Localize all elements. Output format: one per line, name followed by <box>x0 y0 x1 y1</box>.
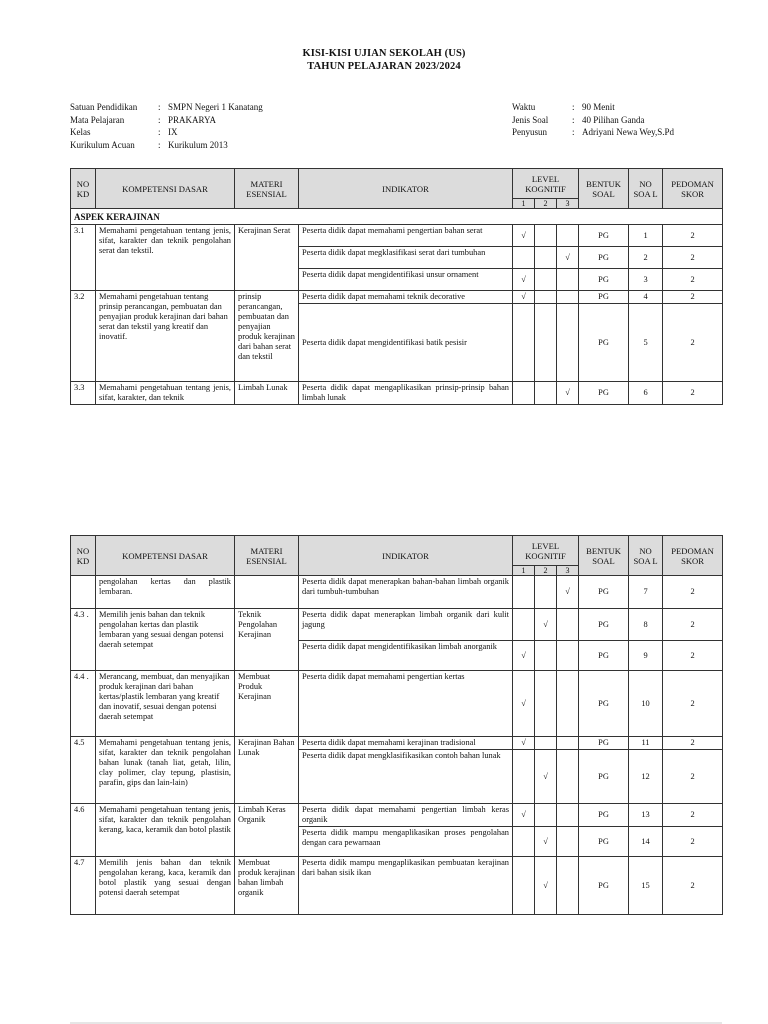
document-title: KISI-KISI UJIAN SEKOLAH (US) <box>302 48 466 59</box>
indikator: Peserta didik dapat mengaplikasikan prinsip-prinsip bahan limbah lunak <box>299 382 513 405</box>
kd-text: Memilih jenis bahan dan teknik pengolahan kerang, kaca, keramik dan botol plastik yang sesuai dengan potensi daerah setempat <box>96 857 235 915</box>
header-no-kd: NO KD <box>71 169 96 209</box>
level-check: √ <box>557 576 579 609</box>
pedoman-skor: 2 <box>663 737 723 750</box>
meta-label: Kelas <box>70 127 91 137</box>
no-soal: 6 <box>629 382 663 405</box>
meta-label: Penyusun <box>512 127 548 137</box>
header-level-1: 1 <box>513 566 535 576</box>
indikator: Peserta didik dapat memahami pengertian kertas <box>299 671 513 737</box>
meta-left: Satuan Pendidikan : SMPN Negeri 1 Kanatang Mata Pelajaran : PRAKARYA Kelas : IX Kurikulum Acuan : Kurikulum 2013 <box>70 102 263 150</box>
pedoman-skor: 2 <box>663 609 723 641</box>
meta-value: 40 Pilihan Ganda <box>582 114 645 125</box>
indikator: Peserta didik dapat memahami pengertian bahan serat <box>299 225 513 247</box>
header-level-1: 1 <box>513 199 535 209</box>
no-soal: 3 <box>629 269 663 291</box>
pedoman-skor: 2 <box>663 750 723 804</box>
bentuk-soal: PG <box>579 641 629 671</box>
header-indikator: INDIKATOR <box>299 536 513 576</box>
meta-right: Waktu : 90 Menit Jenis Soal : 40 Pilihan Ganda Penyusun : Adriyani Newa Wey,S.Pd <box>512 102 675 137</box>
pedoman-skor: 2 <box>663 804 723 827</box>
bentuk-soal: PG <box>579 291 629 304</box>
pedoman-skor: 2 <box>663 382 723 405</box>
kd-text: Memahami pengetahuan tentang prinsip perancangan, pembuatan dan penyajian produk kerajinan dari bahan serat dan tekstil yang kreatif dan inovatif. <box>96 291 235 382</box>
bentuk-soal: PG <box>579 857 629 915</box>
level-check: √ <box>535 750 557 804</box>
bentuk-soal: PG <box>579 225 629 247</box>
level-check: √ <box>557 382 579 405</box>
bentuk-soal: PG <box>579 576 629 609</box>
materi-esensial: Teknik Pengolahan Kerajinan <box>235 609 299 671</box>
materi-esensial: Limbah Lunak <box>235 382 299 405</box>
header-materi-esensial: MATERI ESENSIAL <box>235 169 299 209</box>
indikator: Peserta didik dapat memahami kerajinan tradisional <box>299 737 513 750</box>
bentuk-soal: PG <box>579 827 629 857</box>
indikator: Peserta didik dapat menerapkan limbah organik dari kulit jagung <box>299 609 513 641</box>
level-check: √ <box>513 641 535 671</box>
kd-number: 3.1 <box>71 225 96 291</box>
meta-value: 90 Menit <box>582 102 615 112</box>
header-level-kognitif: LEVEL KOGNITIF <box>513 169 579 199</box>
indikator: Peserta didik dapat mengidentifikasi batik pesisir <box>299 304 513 382</box>
level-check: √ <box>535 609 557 641</box>
kd-number: 3.2 <box>71 291 96 382</box>
no-soal: 5 <box>629 304 663 382</box>
materi-esensial: Kerajinan Bahan Lunak <box>235 737 299 804</box>
level-check: √ <box>513 225 535 247</box>
level-check: √ <box>513 804 535 827</box>
bentuk-soal: PG <box>579 247 629 269</box>
materi-esensial: Membuat Produk Kerajinan <box>235 671 299 737</box>
meta-value: Kurikulum 2013 <box>168 139 228 150</box>
level-check: √ <box>535 857 557 915</box>
level-check: √ <box>513 671 535 737</box>
header-no-soal: NO SOA L <box>629 536 663 576</box>
level-check: √ <box>513 269 535 291</box>
indikator: Peserta didik dapat menerapkan bahan-bahan limbah organik dari tumbuh-tumbuhan <box>299 576 513 609</box>
level-check: √ <box>535 827 557 857</box>
bentuk-soal: PG <box>579 804 629 827</box>
pedoman-skor: 2 <box>663 225 723 247</box>
header-level-kognitif: LEVEL KOGNITIF <box>513 536 579 566</box>
kd-text: Memilih jenis bahan dan teknik pengolahan kertas dan plastik lembaran yang sesuai dengan potensi daerah setempat <box>96 609 235 671</box>
header-pedoman-skor: PEDOMAN SKOR <box>663 536 723 576</box>
kd-text: Merancang, membuat, dan menyajikan produk kerajinan dari bahan kertas/plastik lembaran yang kreatif dan inovatif, sesuai dengan potensi daerah setempat <box>96 671 235 737</box>
level-check: √ <box>513 291 535 304</box>
kisi-table-1 <box>70 168 723 405</box>
indikator: Peserta didik dapat memahami teknik decorative <box>299 291 513 304</box>
kd-number: 4.6 <box>71 804 96 857</box>
pedoman-skor: 2 <box>663 576 723 609</box>
kd-number: 4.5 <box>71 737 96 804</box>
indikator: Peserta didik mampu mengaplikasikan pembuatan kerajinan dari bahan sisik ikan <box>299 857 513 915</box>
kisi-table-2 <box>70 535 723 915</box>
bentuk-soal: PG <box>579 671 629 737</box>
pedoman-skor: 2 <box>663 291 723 304</box>
pedoman-skor: 2 <box>663 671 723 737</box>
meta-value: Adriyani Newa Wey,S.Pd <box>582 127 675 137</box>
meta-label: Mata Pelajaran <box>70 114 125 125</box>
materi-esensial: Membuat produk kerajinan bahan limbah organik <box>235 857 299 915</box>
level-check: √ <box>513 737 535 750</box>
materi-esensial: Kerajinan Serat <box>235 225 299 291</box>
no-soal: 13 <box>629 804 663 827</box>
materi-esensial: prinsip perancangan, pembuatan dan penyajian produk kerajinan dari bahan serat dan tekstil <box>235 291 299 382</box>
pedoman-skor: 2 <box>663 827 723 857</box>
bentuk-soal: PG <box>579 737 629 750</box>
kd-number: 4.4 . <box>71 671 96 737</box>
header-level-3: 3 <box>557 199 579 209</box>
meta-label: Waktu <box>512 102 536 112</box>
pedoman-skor: 2 <box>663 857 723 915</box>
bentuk-soal: PG <box>579 382 629 405</box>
header-materi-esensial: MATERI ESENSIAL <box>235 536 299 576</box>
kd-text: Memahami pengetahuan tentang jenis, sifat, karakter dan teknik pengolahan bahan lunak (tanah liat, getah, lilin, clay polimer, clay tepung, plastisin, parafin, gips dan lain-lain) <box>96 737 235 804</box>
header-kompetensi-dasar: KOMPETENSI DASAR <box>96 536 235 576</box>
no-soal: 7 <box>629 576 663 609</box>
header-no-kd: NO KD <box>71 536 96 576</box>
no-soal: 10 <box>629 671 663 737</box>
header-indikator: INDIKATOR <box>299 169 513 209</box>
no-soal: 15 <box>629 857 663 915</box>
materi-esensial: Limbah Keras Organik <box>235 804 299 857</box>
kd-text: Memahami pengetahuan tentang jenis, sifat, karakter, dan teknik <box>96 382 235 405</box>
meta-label: Jenis Soal <box>512 114 549 125</box>
header-pedoman-skor: PEDOMAN SKOR <box>663 169 723 209</box>
no-soal: 14 <box>629 827 663 857</box>
indikator: Peserta didik dapat mengidentifikasi unsur ornament <box>299 269 513 291</box>
no-soal: 11 <box>629 737 663 750</box>
no-soal: 8 <box>629 609 663 641</box>
no-soal: 2 <box>629 247 663 269</box>
bentuk-soal: PG <box>579 269 629 291</box>
kd-text: Memahami pengetahuan tentang jenis, sifat, karakter dan teknik pengolahan serat dan tekstil. <box>96 225 235 291</box>
kd-number <box>71 576 96 609</box>
kd-text: Memahami pengetahuan tentang jenis, sifat, karakter dan teknik pengolahan kerang, kaca, keramik dan botol plastik <box>96 804 235 857</box>
pedoman-skor: 2 <box>663 247 723 269</box>
pedoman-skor: 2 <box>663 269 723 291</box>
header-kompetensi-dasar: KOMPETENSI DASAR <box>96 169 235 209</box>
bentuk-soal: PG <box>579 304 629 382</box>
kd-number: 4.7 <box>71 857 96 915</box>
header-level-2: 2 <box>535 566 557 576</box>
indikator: Peserta didik mampu mengaplikasikan proses pengolahan dengan cara pewarnaan <box>299 827 513 857</box>
header-no-soal: NO SOA L <box>629 169 663 209</box>
header-bentuk-soal: BENTUK SOAL <box>579 536 629 576</box>
document-subtitle: TAHUN PELAJARAN 2023/2024 <box>307 61 461 72</box>
kd-number: 4.3 . <box>71 609 96 671</box>
meta-value: PRAKARYA <box>168 114 217 125</box>
indikator: Peserta didik dapat megklasifikasi serat dari tumbuhan <box>299 247 513 269</box>
meta-label: Kurikulum Acuan <box>70 139 135 150</box>
no-soal: 9 <box>629 641 663 671</box>
no-soal: 4 <box>629 291 663 304</box>
meta-value: SMPN Negeri 1 Kanatang <box>168 102 263 112</box>
pedoman-skor: 2 <box>663 304 723 382</box>
header-level-3: 3 <box>557 566 579 576</box>
kd-text: pengolahan kertas dan plastik lembaran. <box>96 576 235 609</box>
indikator: Peserta didik dapat memahami pengertian limbah keras organik <box>299 804 513 827</box>
header-level-2: 2 <box>535 199 557 209</box>
meta-label: Satuan Pendidikan <box>70 102 138 112</box>
bentuk-soal: PG <box>579 750 629 804</box>
header-bentuk-soal: BENTUK SOAL <box>579 169 629 209</box>
aspek-heading: ASPEK KERAJINAN <box>71 209 723 225</box>
pedoman-skor: 2 <box>663 641 723 671</box>
indikator: Peserta didik dapat mengidentifikasikan limbah anorganik <box>299 641 513 671</box>
bentuk-soal: PG <box>579 609 629 641</box>
no-soal: 12 <box>629 750 663 804</box>
no-soal: 1 <box>629 225 663 247</box>
level-check: √ <box>557 247 579 269</box>
indikator: Peserta didik dapat mengklasifikasikan contoh bahan lunak <box>299 750 513 804</box>
kd-number: 3.3 <box>71 382 96 405</box>
meta-value: IX <box>168 127 178 137</box>
materi-esensial <box>235 576 299 609</box>
